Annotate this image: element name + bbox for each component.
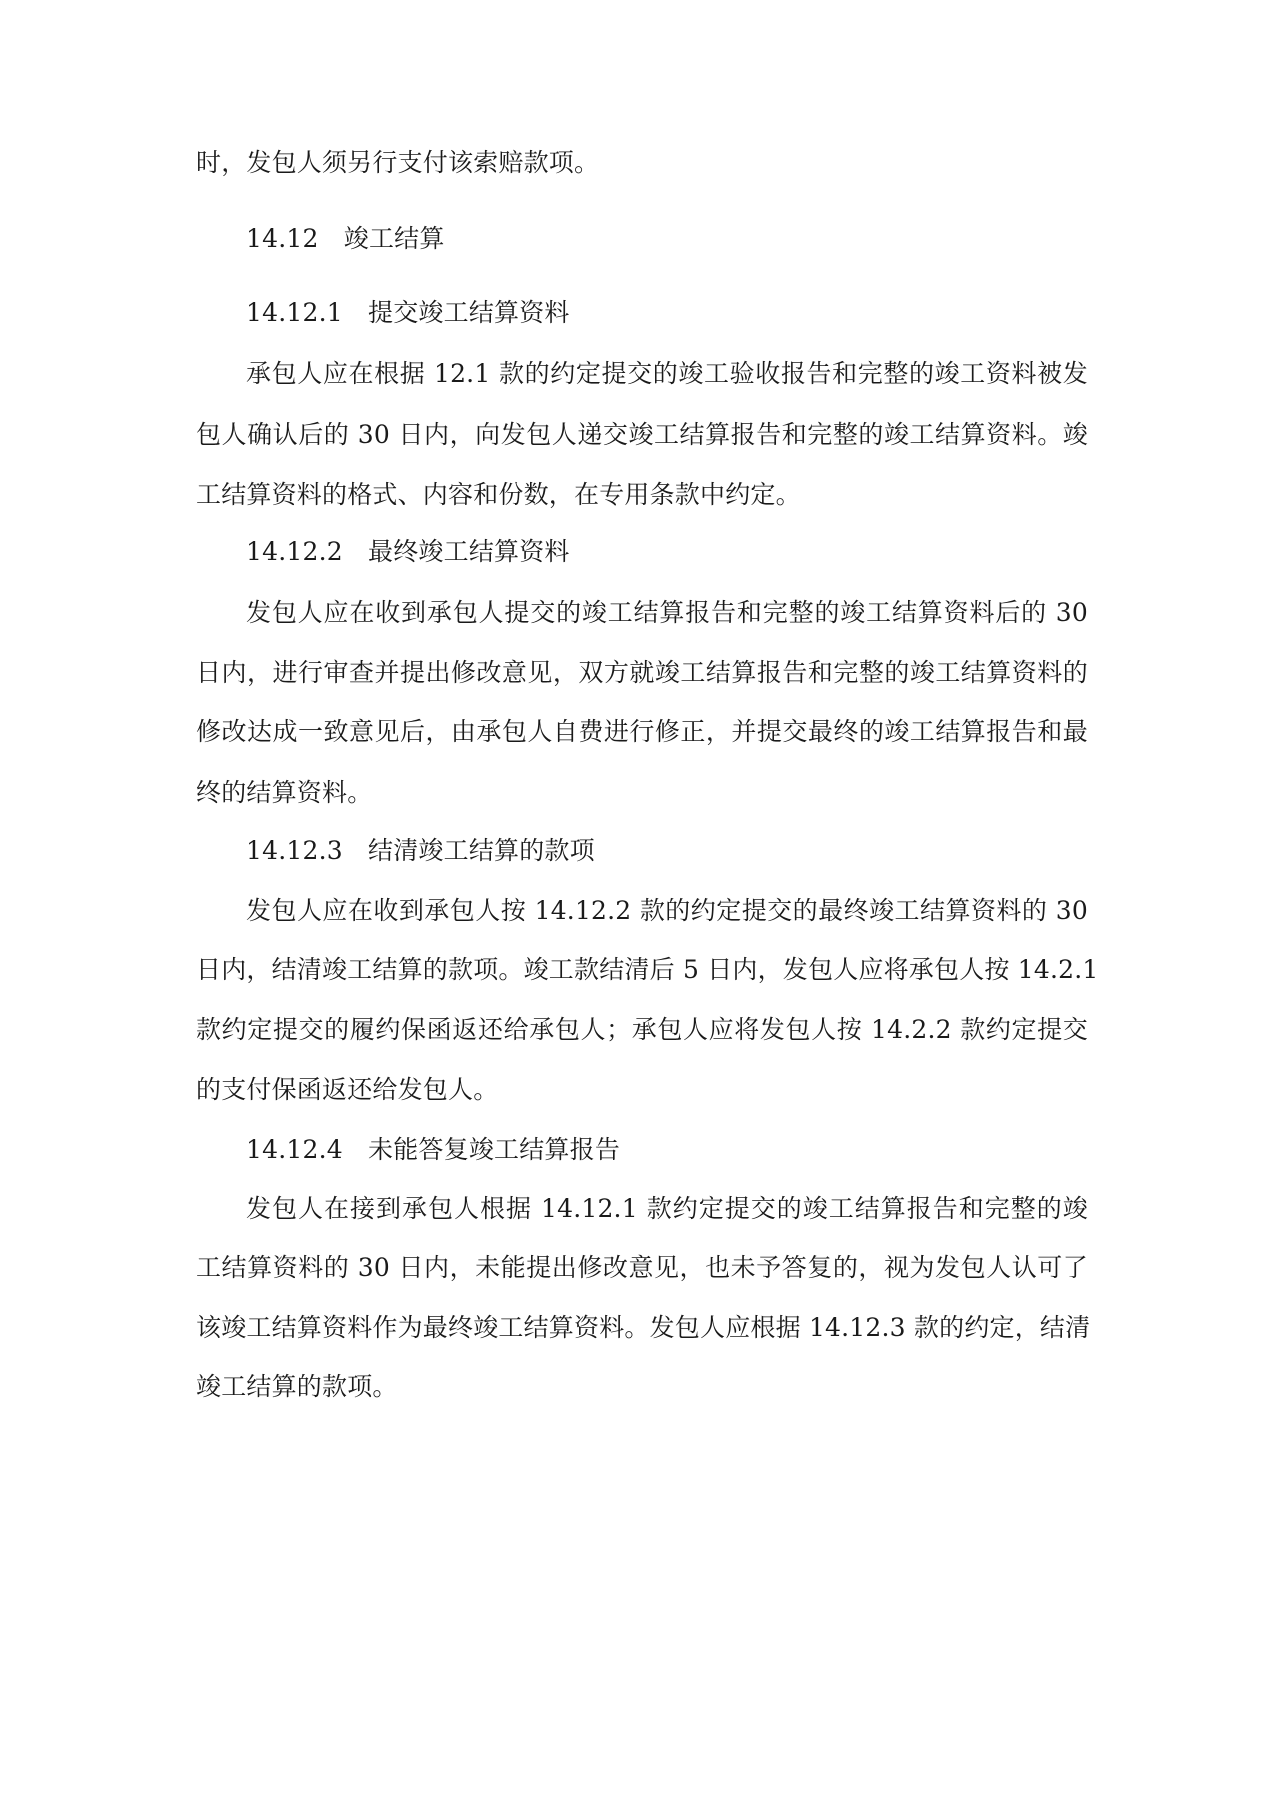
text-line: 发包人应在收到承包人按 14.12.2 款的约定提交的最终竣工结算资料的 30: [246, 896, 1088, 925]
subsection-heading: 14.12.4 未能答复竣工结算报告: [246, 1135, 621, 1164]
subsection-heading: 14.12.3 结清竣工结算的款项: [246, 836, 595, 865]
text-line: 终的结算资料。: [196, 778, 373, 807]
text-line: 发包人在接到承包人根据 14.12.1 款约定提交的竣工结算报告和完整的竣: [246, 1194, 1088, 1223]
text-line: 工结算资料的 30 日内，未能提出修改意见，也未予答复的，视为发包人认可了: [196, 1253, 1088, 1282]
subsection-heading: 14.12.1 提交竣工结算资料: [246, 298, 570, 327]
text-line: 承包人应在根据 12.1 款的约定提交的竣工验收报告和完整的竣工资料被发: [246, 359, 1088, 388]
text-line: 竣工结算的款项。: [196, 1372, 398, 1401]
text-line: 工结算资料的格式、内容和份数，在专用条款中约定。: [196, 480, 801, 509]
text-line: 的支付保函返还给发包人。: [196, 1075, 499, 1104]
text-line: 发包人应在收到承包人提交的竣工结算报告和完整的竣工结算资料后的 30: [246, 598, 1088, 627]
text-line: 时，发包人须另行支付该索赔款项。: [196, 148, 600, 177]
text-line: 款约定提交的履约保函返还给承包人；承包人应将发包人按 14.2.2 款约定提交: [196, 1015, 1088, 1044]
text-line: 该竣工结算资料作为最终竣工结算资料。发包人应根据 14.12.3 款的约定，结清: [196, 1313, 1091, 1342]
section-heading: 14.12 竣工结算: [246, 224, 445, 253]
text-line: 修改达成一致意见后，由承包人自费进行修正，并提交最终的竣工结算报告和最: [196, 717, 1088, 746]
text-line: 日内，结清竣工结算的款项。竣工款结清后 5 日内，发包人应将承包人按 14.2.1: [196, 955, 1099, 984]
text-line: 包人确认后的 30 日内，向发包人递交竣工结算报告和完整的竣工结算资料。竣: [196, 420, 1088, 449]
subsection-heading: 14.12.2 最终竣工结算资料: [246, 537, 570, 566]
text-line: 日内，进行审查并提出修改意见，双方就竣工结算报告和完整的竣工结算资料的: [196, 658, 1088, 687]
